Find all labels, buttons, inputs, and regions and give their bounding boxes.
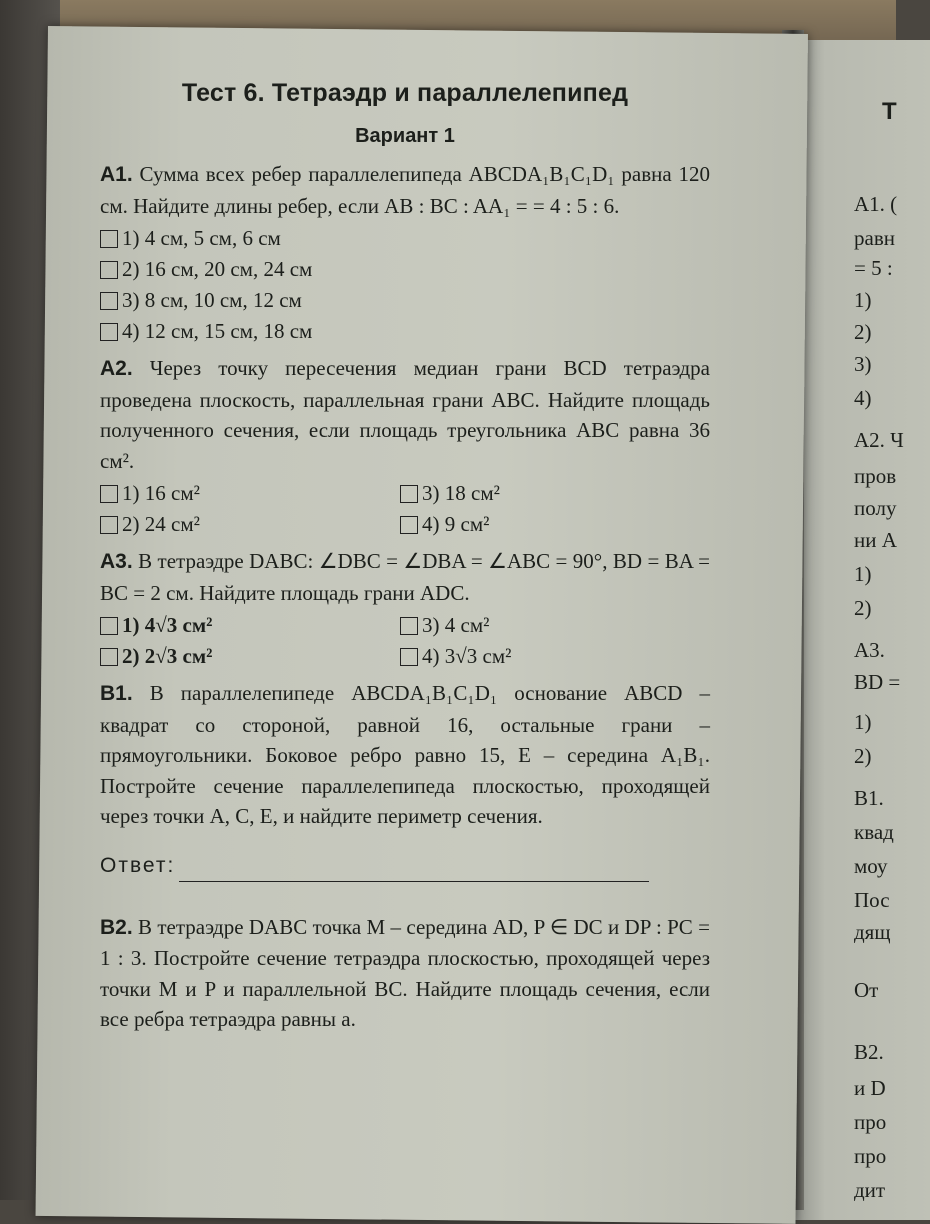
question-b2 — [100, 912, 710, 1035]
right-line: От — [854, 978, 879, 1002]
question-text: Сумма всех ребер параллелепипеда ABCDA₁B₁C₁D₁ равна 120 см. Найдите длины ребер, если AB : BC : AA₁ = = 4 : 5 : 6. — [100, 162, 710, 218]
option[interactable] — [100, 254, 710, 285]
right-line: 4) — [854, 386, 872, 410]
right-line: В1. — [854, 786, 884, 810]
right-line: моу — [854, 854, 888, 878]
option[interactable] — [100, 610, 400, 641]
right-line: про — [854, 1110, 887, 1134]
option[interactable] — [100, 285, 710, 316]
option-label: 3) 18 см² — [422, 481, 500, 506]
right-line: В2. — [854, 1040, 884, 1064]
right-page — [790, 40, 930, 1220]
checkbox[interactable] — [100, 648, 118, 666]
option[interactable] — [100, 509, 400, 540]
right-line: Пос — [854, 888, 890, 912]
question-a2 — [100, 353, 710, 476]
checkbox[interactable] — [400, 516, 418, 534]
option-label: 3) 8 см, 10 см, 12 см — [122, 288, 302, 313]
right-line: 2) — [854, 596, 872, 620]
right-line: квад — [854, 820, 894, 844]
option-label: 1) 16 см² — [122, 481, 200, 506]
checkbox[interactable] — [100, 261, 118, 279]
checkbox[interactable] — [400, 617, 418, 635]
options-a1 — [100, 223, 710, 347]
right-line: про — [854, 1144, 887, 1168]
option[interactable] — [100, 223, 710, 254]
option-label: 4) 12 см, 15 см, 18 см — [122, 319, 313, 344]
option-label: 1) 4√3 см² — [122, 613, 213, 638]
options-a3 — [100, 610, 710, 672]
option-label: 2) 24 см² — [122, 512, 200, 537]
question-number: А2. — [100, 357, 133, 380]
right-line: полу — [854, 496, 897, 520]
option[interactable] — [400, 478, 700, 509]
question-number: А3. — [100, 550, 133, 573]
right-line: равн — [854, 226, 895, 250]
right-line: дит — [854, 1178, 886, 1202]
page-title: Тест 6. Тетраэдр и параллелепипед — [181, 79, 629, 107]
right-line: ни A — [854, 528, 897, 552]
option[interactable] — [100, 316, 710, 347]
right-line: 2) — [854, 744, 872, 768]
question-b1 — [100, 678, 710, 832]
right-line: 3) — [854, 352, 872, 376]
right-line: и D — [854, 1076, 886, 1100]
right-line: А3. — [854, 638, 885, 662]
right-line: А1. ( — [854, 192, 898, 216]
checkbox[interactable] — [100, 617, 118, 635]
question-text: В тетраэдре DABC точка M – середина AD, P ∈ DC и DP : PC = 1 : 3. Постройте сечение тетраэдра плоскостью, проходящей через точки M и P и параллельной BC. Найдите площадь сечения, если все ребра тетраэдра равны a. — [100, 914, 710, 1031]
right-line: дящ — [854, 920, 891, 944]
option-label: 2) 2√3 см² — [122, 644, 213, 669]
question-text: В тетраэдре DABC: ∠DBC = ∠DBA = ∠ABC = 90°, BD = BA = BC = 2 см. Найдите площадь грани ADC. — [100, 549, 710, 605]
variant-heading: Вариант 1 — [355, 124, 455, 147]
checkbox[interactable] — [400, 485, 418, 503]
checkbox[interactable] — [400, 648, 418, 666]
question-number: В1. — [100, 682, 133, 705]
checkbox[interactable] — [100, 230, 118, 248]
right-line: пров — [854, 464, 897, 488]
options-a2 — [100, 478, 710, 540]
right-line: 1) — [854, 710, 872, 734]
option-label: 3) 4 см² — [422, 613, 490, 638]
question-text: Через точку пересечения медиан грани BCD тетраэдра проведена плоскость, параллельная грани ABC. Найдите площадь полученного сечения, если площадь треугольника ABC равна 36 см². — [100, 356, 710, 473]
checkbox[interactable] — [100, 516, 118, 534]
option[interactable] — [400, 641, 700, 672]
question-number: А1. — [100, 163, 133, 186]
answer-label: Ответ: — [100, 854, 176, 877]
test-content — [100, 58, 710, 1035]
question-number: В2. — [100, 915, 133, 939]
question-a3 — [100, 546, 710, 608]
answer-field[interactable] — [100, 848, 710, 882]
option[interactable] — [100, 641, 400, 672]
checkbox[interactable] — [100, 292, 118, 310]
option-label: 4) 3√3 см² — [422, 644, 512, 669]
option[interactable] — [400, 610, 700, 641]
answer-line[interactable] — [179, 860, 649, 882]
checkbox[interactable] — [100, 485, 118, 503]
question-text: В параллелепипеде ABCDA₁B₁C₁D₁ основание ABCD – квадрат со стороной, равной 16, остальные грани – прямоугольники. Боковое ребро равно 15, E – середина A₁B₁. Постройте сечение параллелепипеда плоскостью, проходящей через точки A, C, E, и найдите периметр сечения. — [100, 681, 710, 828]
checkbox[interactable] — [100, 323, 118, 341]
option[interactable] — [100, 478, 400, 509]
right-line: = 5 : — [854, 256, 893, 280]
right-page-title: Т — [882, 98, 897, 125]
option[interactable] — [400, 509, 700, 540]
option-label: 1) 4 см, 5 см, 6 см — [122, 226, 281, 251]
right-line: 1) — [854, 562, 872, 586]
option-label: 4) 9 см² — [422, 512, 490, 537]
right-line: А2. Ч — [854, 428, 904, 452]
right-line: 2) — [854, 320, 872, 344]
question-a1 — [100, 159, 710, 221]
right-line: 1) — [854, 288, 872, 312]
right-line: BD = — [854, 670, 901, 694]
option-label: 2) 16 см, 20 см, 24 см — [122, 257, 313, 282]
